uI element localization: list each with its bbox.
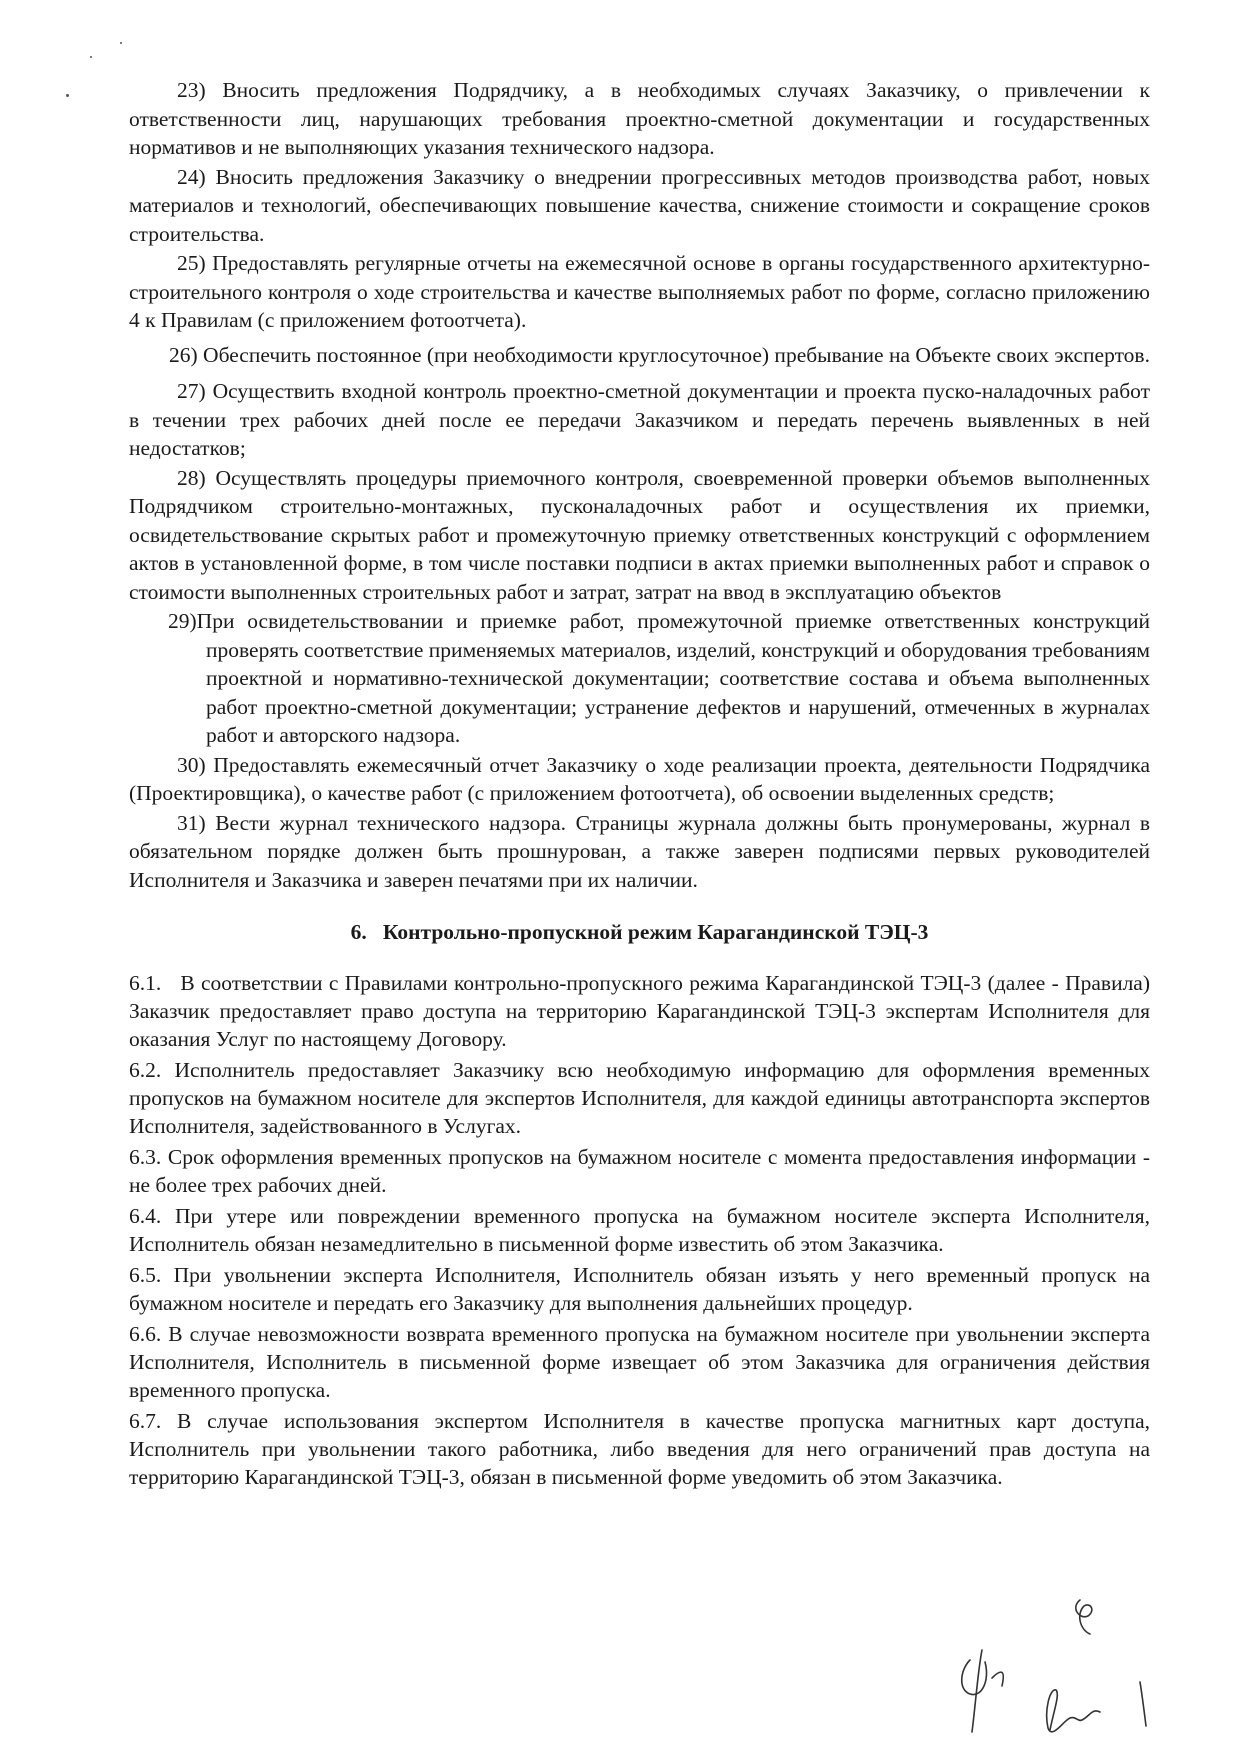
paragraph-number: 6.1. [129, 971, 162, 995]
paragraph-text: В соответствии с Правилами контрольно-пропускного режима Карагандинской ТЭЦ-3 (далее - Правила) Заказчик предоставляет право доступа на территорию Карагандинской ТЭЦ-3 экспертам Исполнителя для оказания Услуг по настоящему Договору. [129, 971, 1151, 1051]
paragraph-text: В случае невозможности возврата временного пропуска на бумажном носителе при увольнении эксперта Исполнителя, Исполнитель в письменной форме извещает об этом Заказчика для ограничения действия временного пропуска. [129, 1322, 1151, 1402]
paragraph-6-4 [129, 1202, 1150, 1258]
item-number: 28) [177, 465, 206, 490]
paragraph-6-3 [129, 1143, 1150, 1199]
item-text: Предоставлять регулярные отчеты на ежемесячной основе в органы государственного архитектурно-строительного контроля о ходе строительства и качестве выполняемых работ по форме, согласно приложению 4 к Правилам (с приложением фотоотчета). [129, 251, 1150, 332]
item-number: 30) [177, 752, 206, 777]
scan-speck [120, 42, 122, 44]
paragraph-6-1 [129, 969, 1150, 1053]
paragraph-6-2 [129, 1056, 1150, 1140]
item-number: 24) [177, 164, 206, 189]
item-text: При освидетельствовании и приемке работ, промежуточной приемке ответственных конструкций проверять соответствие применяемых материалов, изделий, конструкций и оборудования требованиям проектной и нормативно-технической документации; соответствие состава и объема выполненных работ проектно-сметной документации; устранение дефектов и нарушений, отмеченных в журналах работ и авторского надзора. [196, 609, 1150, 747]
item-number: 25) [177, 251, 206, 275]
item-number: 26) [169, 342, 198, 367]
item-number: 27) [177, 379, 206, 403]
paragraph-text: При увольнении эксперта Исполнителя, Исполнитель обязан изъять у него временный пропуск на бумажном носителе и передать его Заказчику для выполнения дальнейших процедур. [129, 1263, 1150, 1315]
list-item-27 [129, 377, 1150, 463]
item-number: 29) [168, 609, 197, 633]
section-6 [129, 920, 1150, 1491]
item-text: Вести журнал технического надзора. Страницы журнала должны быть пронумерованы, журнал в обязательном порядке должен быть прошнурован, а также заверен подписями первых руководителей Исполнителя и Заказчика и заверен печатями при их наличии. [129, 810, 1151, 892]
list-item-30 [129, 751, 1150, 808]
paragraph-number: 6.6. [129, 1322, 162, 1346]
item-text: Осуществлять процедуры приемочного контроля, своевременной проверки объемов выполненных Подрядчиком строительно-монтажных, пусконаладочных работ и осуществления их приемки, освидетельствование скрытых работ и промежуточную приемку ответственных конструкций с оформлением актов в установленной форме, в том числе поставки подписи в актах приемки выполненных работ и справок о стоимости выполненных строительных работ и затрат, затрат на ввод в эксплуатацию объектов [129, 465, 1151, 604]
item-number: 31) [177, 810, 206, 835]
paragraph-6-7 [129, 1407, 1150, 1491]
item-text: Обеспечить постоянное (при необходимости круглосуточное) пребывание на Объекте своих экспертов. [203, 342, 1150, 367]
paragraph-text: Исполнитель предоставляет Заказчику всю необходимую информацию для оформления временных пропусков на бумажном носителе для экспертов Исполнителя, для каждой единицы автотранспорта экспертов Исполнителя, задействованного в Услугах. [129, 1058, 1150, 1138]
list-item-29 [129, 607, 1150, 750]
handwritten-signature [930, 1590, 1170, 1740]
section-heading [129, 920, 1150, 945]
list-item-24 [129, 163, 1150, 249]
list-item-26 [129, 341, 1150, 370]
list-item-28 [129, 464, 1150, 607]
scan-speck [66, 94, 69, 97]
list-item-23 [129, 76, 1150, 162]
list-item-25 [129, 249, 1150, 335]
document-page [129, 76, 1150, 1494]
item-text: Вносить предложения Подрядчику, а в необходимых случаях Заказчику, о привлечении к ответственности лиц, нарушающих требования проектно-сметной документации и государственных нормативов и не выполняющих указания технического надзора. [129, 78, 1151, 159]
section-number: 6. [350, 920, 367, 944]
item-number: 23) [177, 78, 206, 102]
paragraph-number: 6.7. [129, 1409, 162, 1433]
paragraph-6-6 [129, 1320, 1150, 1404]
item-text: Осуществить входной контроль проектно-сметной документации и проекта пуско-наладочных работ в течении трех рабочих дней после ее передачи Заказчиком и передать перечень выявленных в ней недостатков; [129, 379, 1150, 460]
paragraph-number: 6.2. [129, 1058, 162, 1082]
list-item-31 [129, 809, 1150, 895]
paragraph-number: 6.5. [129, 1263, 162, 1287]
item-text: Предоставлять ежемесячный отчет Заказчику о ходе реализации проекта, деятельности Подрядчика (Проектировщика), о качестве работ (с приложением фотоотчета), об освоении выделенных средств; [129, 752, 1151, 805]
paragraph-number: 6.4. [129, 1204, 162, 1228]
paragraph-6-5 [129, 1261, 1150, 1317]
paragraph-text: В случае использования экспертом Исполнителя в качестве пропуска магнитных карт доступа, Исполнитель при увольнении такого работника, либо введения для него ограничений прав доступа на территорию Карагандинской ТЭЦ-3, обязан в письменной форме уведомить об этом Заказчика. [129, 1409, 1150, 1489]
item-text: Вносить предложения Заказчику о внедрении прогрессивных методов производства работ, новых материалов и технологий, обеспечивающих повышение качества, снижение стоимости и сокращение сроков строительства. [129, 164, 1151, 246]
paragraph-text: Срок оформления временных пропусков на бумажном носителе с момента предоставления информации - не более трех рабочих дней. [129, 1145, 1150, 1197]
paragraph-number: 6.3. [129, 1145, 162, 1169]
paragraph-text: При утере или повреждении временного пропуска на бумажном носителе эксперта Исполнителя, Исполнитель обязан незамедлительно в письменной форме известить об этом Заказчика. [129, 1204, 1150, 1256]
scan-speck [90, 56, 92, 58]
section-title: Контрольно-пропускной режим Карагандинской ТЭЦ-3 [382, 920, 929, 944]
